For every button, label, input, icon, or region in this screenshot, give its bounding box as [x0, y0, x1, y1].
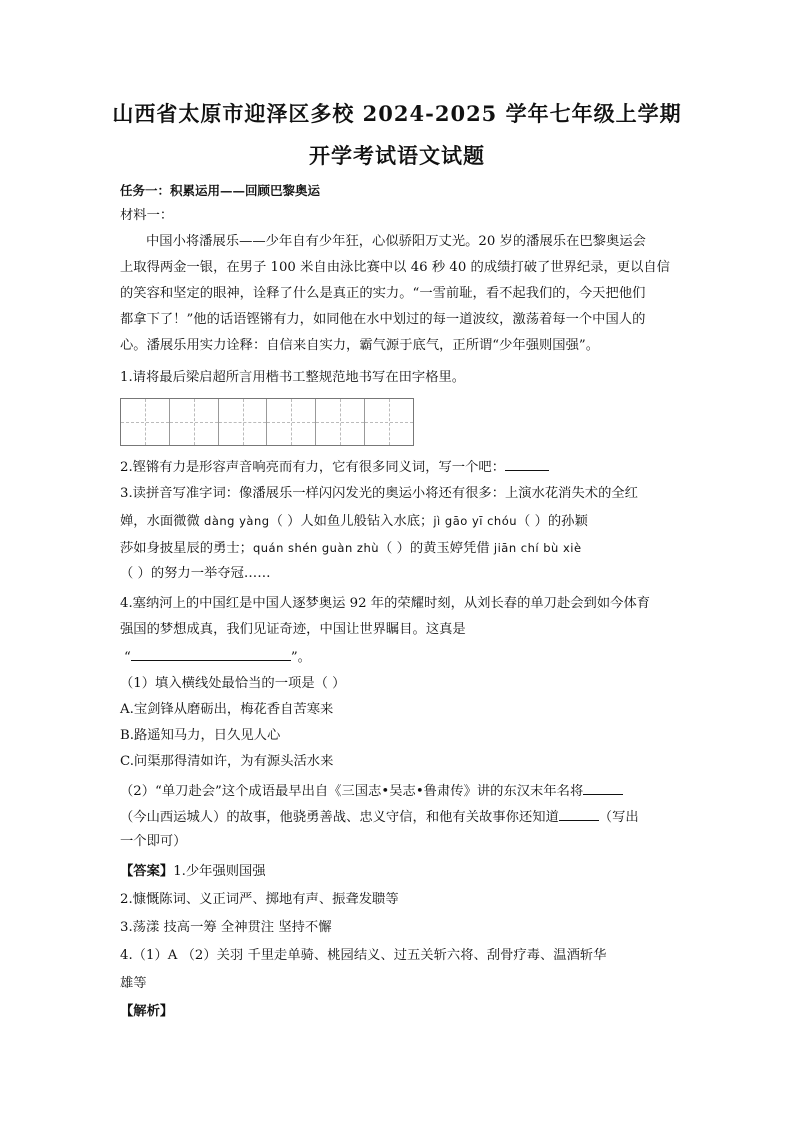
answer-1: 1.少年强则国强 [173, 864, 266, 879]
question-3-line-2 [120, 511, 680, 532]
paragraph-line-5: 心。潘展乐用实力诠释：自信来自实力，霸气源于底气，正所谓“少年强则国强”。 [120, 338, 599, 353]
grid-cell[interactable] [365, 399, 413, 445]
pinyin-jigaoyichou: jì gāo yī chóu [433, 514, 518, 528]
material-label: 材料一： [120, 208, 174, 223]
sub2-text: （今山西运城人）的故事，他骁勇善战、忠义守信，和他有关故事你还知道 [120, 810, 559, 825]
question-3-line-4: （ ）的努力一举夺冠…… [120, 566, 271, 581]
option-a: A.宝剑锋从磨砺出，梅花香自苦寒来 [120, 702, 334, 717]
sub2-text: （2）“单刀赴会”这个成语最早出自《三国志•吴志•鲁肃传》讲的东汉末年名将 [120, 784, 584, 799]
quote-open: “ [124, 650, 131, 665]
answer-blank[interactable] [505, 456, 549, 471]
grid-cell[interactable] [267, 399, 316, 445]
answer-label: 【答案】 [120, 864, 174, 879]
question-3-line-1: 3.读拼音写准字词：像潘展乐一样闪闪发光的奥运小将还有很多：上演水花消失术的全红 [120, 486, 638, 501]
answer-line-1 [120, 862, 680, 882]
question-3-line-3 [120, 538, 680, 559]
q3-text: （ ）的黄玉婷凭借 [379, 541, 490, 556]
option-b: B.路遥知马力，日久见人心 [120, 728, 281, 743]
question-4-line-2: 强国的梦想成真，我们见证奇迹，中国让世界瞩目。这真是 [120, 622, 466, 637]
question-4-sub2-line-2 [120, 806, 680, 828]
pinyin-dangyang: dàng yàng [204, 514, 270, 528]
answer-3: 3.荡漾 技高一筹 全神贯注 坚持不懈 [120, 920, 332, 935]
doc-title-line2: 开学考试语文试题 [309, 143, 485, 168]
quote-close: ”。 [290, 650, 311, 665]
q3-text: （ ）人如鱼儿般钻入水底； [269, 514, 434, 529]
grid-cell[interactable] [121, 399, 170, 445]
answer-2: 2.慷慨陈词、义正词严、掷地有声、振聋发聩等 [120, 892, 399, 907]
question-4-sub2-line-1 [120, 780, 680, 802]
q3-text: （ ）的孙颖 [517, 514, 588, 529]
sub2-text: （写出 [598, 810, 639, 825]
paragraph-line-3: 的笑容和坚定的眼神，诠释了什么是真正的实力。“一雪前耻，看不起我们的，今天把他们 [120, 286, 646, 301]
answer-blank[interactable] [131, 646, 291, 661]
question-2 [120, 456, 680, 478]
question-4-sub1: （1）填入横线处最恰当的一项是（ ） [120, 676, 346, 691]
grid-cell[interactable] [170, 399, 219, 445]
answer-4-line-1: 4.（1）A （2）关羽 千里走单骑、桃园结义、过五关斩六将、刮骨疗毒、温酒斩华 [120, 948, 607, 963]
analysis-label: 【解析】 [120, 1004, 174, 1019]
answer-blank[interactable] [583, 780, 623, 795]
pinyin-quanshenguanzhu: quán shén guàn zhù [252, 541, 380, 555]
question-4-line-1: 4.塞纳河上的中国红是中国人逐梦奥运 92 年的荣耀时刻，从刘长春的单刀赴会到如今体育 [120, 596, 651, 611]
doc-title-line1: 山西省太原市迎泽区多校 2024-2025 学年七年级上学期 [112, 101, 682, 126]
answer-blank[interactable] [559, 806, 599, 821]
task1-heading: 任务一：积累运用——回顾巴黎奥运 [120, 183, 321, 198]
paragraph-line-1: 中国小将潘展乐——少年自有少年狂，心似骄阳万丈光。20 岁的潘展乐在巴黎奥运会 [146, 234, 646, 249]
answer-4-line-2: 雄等 [120, 976, 147, 991]
question-2-text: 2.铿锵有力是形容声音响亮而有力，它有很多同义词，写一个吧： [120, 460, 505, 475]
grid-cell[interactable] [219, 399, 268, 445]
paragraph-line-4: 都拿下了！”他的话语铿锵有力，如同他在水中划过的每一道波纹，激荡着每一个中国人的 [120, 312, 646, 327]
q3-text: 莎如身披星辰的勇士； [120, 541, 253, 556]
tianzige-grid[interactable] [120, 398, 414, 446]
option-c: C.问渠那得清如许，为有源头活水来 [120, 754, 334, 769]
paragraph-line-2: 上取得两金一银，在男子 100 米自由泳比赛中以 46 秒 40 的成绩打破了世界纪录，更以自信 [120, 260, 670, 275]
q3-text: 婵，水面微微 [120, 514, 200, 529]
pinyin-jianchibuxie: jiān chí bù xiè [493, 541, 582, 555]
grid-cell[interactable] [316, 399, 365, 445]
question-1: 1.请将最后梁启超所言用楷书工整规范地书写在田字格里。 [120, 370, 466, 385]
question-4-line-3 [124, 646, 684, 668]
question-4-sub2-line-3: 一个即可） [120, 834, 187, 849]
